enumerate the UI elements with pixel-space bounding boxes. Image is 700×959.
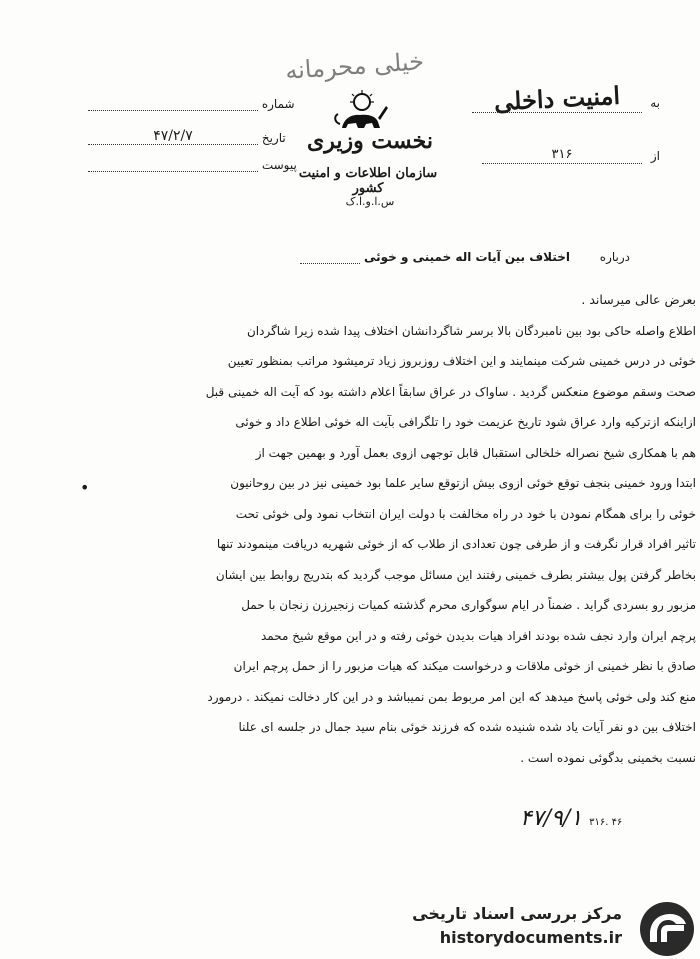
subject-dots	[300, 263, 360, 264]
letter-body	[84, 285, 696, 773]
footer-date	[520, 806, 622, 831]
from-field	[470, 147, 660, 167]
from-value: ۳۱۶	[482, 147, 642, 164]
date-label: تاریخ	[261, 131, 286, 145]
handwritten-classification: خیلی محرمانه	[284, 47, 425, 85]
date-value: ۴۷/۲/۷	[88, 128, 258, 145]
body-line: خوئی در درس خمینی شرکت مینمایند و این اختلاف روزبروز زیاد ترمیشود مراتب بمنظور تعیین	[227, 354, 696, 368]
body-line: اختلاف بین دو نفر آیات یاد شده شنیده شده که فرزند خوئی بنام سید جمال در جلسه ای علنا	[238, 720, 696, 734]
to-label: به	[650, 96, 660, 110]
number-label: شماره	[261, 97, 295, 111]
archive-url[interactable]: historydocuments.ir	[439, 928, 622, 947]
date-field	[88, 128, 286, 145]
to-value: امنیت داخلی	[493, 80, 621, 117]
handwritten-date: ۴۷/۹/۱	[520, 806, 583, 831]
body-line: تاثیر افراد قرار نگرفت و از طرفی چون تعدادی از طلاب که از خوئی شهریه دریافت مینمودند تنها	[216, 537, 696, 551]
attachment-dots	[88, 171, 258, 172]
body-line: اطلاع واصله حاکی بود بین نامبردگان بالا برسر شاگردانشان اختلاف پیدا شده زیرا شاگردان	[246, 323, 696, 338]
body-line: پرچم ایران وارد نجف شده بودند افراد هیات بدیدن خوئی رفته و در این موقع شیخ محمد	[260, 628, 696, 643]
body-line: صحت وسقم موضوع منعکس گردید . ساواک در عراق سابقاً اعلام داشته بود که آیت اله خمینی قبل	[205, 384, 696, 399]
attachment-field	[88, 158, 297, 172]
body-line: ازاینکه ازترکیه وارد عراق شود تاریخ عزیمت خود را تلگرافی بآیت اله خوئی اطلاع داد و خوئی	[235, 415, 696, 429]
salutation: بعرض عالی میرساند .	[581, 292, 696, 307]
subject-label: درباره	[599, 250, 630, 264]
body-line: صادق با نظر خمینی از خوئی ملاقات و درخواست میکند که هیات مزبور را از حمل پرچم ایران	[233, 659, 696, 673]
from-label: از	[650, 149, 660, 163]
to-field	[460, 80, 660, 117]
archive-watermark	[400, 900, 700, 959]
subject-text: اختلاف بین آیات اله خمینی و خوئی	[363, 250, 570, 264]
body-line: مزبور رو بسردی گراید . ضمناً در ایام سوگواری محرم گذشته کمیات زنجیرزن زنجان با حمل	[241, 598, 696, 612]
body-line: نسبت بخمینی بدگوئی نموده است .	[520, 750, 696, 765]
subject-line	[220, 250, 630, 264]
ministry-title: نخست وزیری	[307, 128, 433, 154]
attachment-label: پیوست	[261, 158, 297, 172]
body-line: هم با همکاری شیخ نصراله خلخالی استقبال قابل توجهی ازوی بعمل آورد و بهمین جهت از	[255, 445, 696, 460]
footer-note: ۳۱۶. ۴۶	[589, 817, 623, 828]
body-line: منع کند ولی خوئی پاسخ میدهد که این امر مربوط بمن نمیباشد و در این کار دخالت نمیکند . درمورد	[207, 689, 696, 704]
number-field	[88, 97, 295, 111]
organization-title: سازمان اطلاعات و امنیت کشور	[298, 166, 438, 196]
margin-dot-icon: •	[80, 478, 90, 497]
body-line: بخاطر گرفتن پول بیشتر بطرف خمینی رفتند این مسائل موجب گردید که بتدریج روابط بین ایشان	[215, 567, 696, 582]
number-dots	[88, 110, 258, 111]
organization-code: س.ا.و.ا.ک	[345, 195, 395, 208]
body-line: ابتدا ورود خمینی بنجف توقع خوئی ازوی بیش ازتوقع سایر علما بود خمینی نیز در بین روحانیون	[230, 476, 696, 490]
archive-logo-icon	[636, 900, 698, 958]
body-line: خوئی را برای همگام نمودن با خود در راه مخالفت با دولت ایران انتخاب نمود ولی خوئی تحت	[235, 506, 696, 521]
archive-name: مرکز بررسی اسناد تاریخی	[412, 904, 622, 923]
